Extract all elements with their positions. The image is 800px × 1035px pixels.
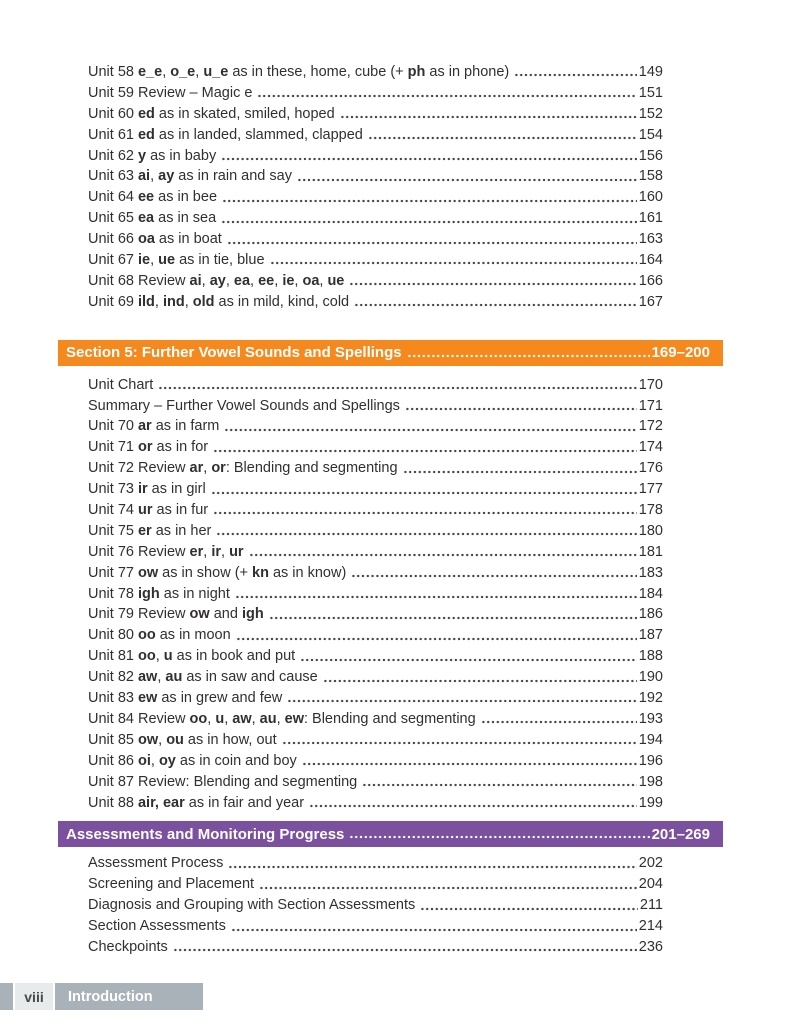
toc-entry (88, 62, 663, 83)
toc-entry (88, 292, 663, 313)
section-page-range: 169–200 (651, 344, 710, 362)
entry-label: Unit 58 e_e, o_e, u_e as in these, home, cube (+ ph as in phone) (88, 64, 510, 80)
entry-page-number: 181 (638, 543, 663, 560)
toc-entry (88, 271, 663, 292)
toc-entry (88, 646, 663, 667)
entry-page-number: 187 (638, 627, 663, 644)
toc-entry (88, 853, 663, 874)
entry-page-number: 164 (638, 252, 663, 269)
toc-entry (88, 229, 663, 250)
entry-page-number: 186 (638, 606, 663, 623)
entry-label: Unit 79 Review ow and igh (88, 606, 264, 623)
toc-entry (88, 250, 663, 271)
entry-label: Unit 87 Review: Blending and segmenting (88, 773, 358, 790)
toc-entry (88, 146, 663, 167)
entry-label: Unit 72 Review ar, or: Blending and segmenting (88, 460, 398, 477)
entry-page-number: 149 (638, 64, 663, 80)
entry-page-number: 211 (639, 897, 663, 914)
toc-entry (88, 667, 663, 688)
section-title: Section 5: Further Vowel Sounds and Spellings (66, 344, 402, 362)
dotted-leader (348, 274, 636, 288)
entry-page-number: 167 (638, 293, 663, 310)
entry-label: Unit 61 ed as in landed, slammed, clapped (88, 126, 363, 143)
entry-label: Diagnosis and Grouping with Section Assessments (88, 897, 416, 914)
table-of-contents (66, 62, 710, 958)
entry-page-number: 166 (638, 272, 663, 289)
dotted-leader (256, 86, 636, 100)
entry-label: Unit 66 oa as in boat (88, 231, 222, 248)
dotted-leader (220, 149, 637, 163)
section-header-bar (58, 340, 723, 366)
toc-entry (88, 437, 663, 458)
dotted-leader (367, 128, 637, 142)
entry-label: Unit 88 air, ear as in fair and year (88, 794, 305, 811)
toc-entry (88, 563, 663, 584)
toc-entry (88, 208, 663, 229)
entry-page-number: 161 (638, 210, 663, 227)
dotted-leader (212, 503, 637, 517)
entry-page-number: 180 (638, 522, 663, 539)
toc-entry (88, 83, 663, 104)
entry-label: Summary – Further Vowel Sounds and Spellings (88, 397, 400, 414)
toc-entry (88, 542, 663, 563)
dotted-leader (301, 754, 637, 768)
entry-page-number: 214 (638, 918, 663, 935)
dotted-leader (230, 920, 637, 934)
dotted-leader (353, 295, 637, 309)
entry-label: Unit 60 ed as in skated, smiled, hoped (88, 105, 335, 122)
entry-label: Unit 63 ai, ay as in rain and say (88, 168, 292, 185)
entry-page-number: 183 (638, 564, 663, 581)
entry-page-number: 192 (638, 690, 663, 707)
toc-entry (88, 916, 663, 937)
entry-page-number: 154 (638, 126, 663, 143)
toc-entry (88, 500, 663, 521)
entry-page-number: 177 (638, 481, 663, 498)
entry-page-number: 194 (638, 731, 663, 748)
dotted-leader (322, 671, 637, 685)
toc-entry (88, 458, 663, 479)
dotted-leader (308, 796, 637, 810)
entry-label: Unit 62 y as in baby (88, 147, 217, 164)
footer-page-number: viii (15, 983, 53, 1010)
toc-entry (88, 416, 663, 437)
entry-page-number: 172 (638, 418, 663, 435)
entry-label: Unit 80 oo as in moon (88, 627, 231, 644)
entry-label: Unit 69 ild, ind, old as in mild, kind, cold (88, 293, 350, 310)
dotted-leader (210, 483, 637, 497)
entry-page-number: 152 (638, 105, 663, 122)
toc-entry (88, 104, 663, 125)
entry-page-number: 156 (638, 147, 663, 164)
entry-label: Unit 76 Review er, ir, ur (88, 543, 244, 560)
toc-entry (88, 895, 663, 916)
toc-entry (88, 772, 663, 793)
dotted-leader (419, 899, 638, 913)
entry-label: Unit 86 oi, oy as in coin and boy (88, 752, 297, 769)
dotted-leader (348, 827, 649, 841)
dotted-leader (220, 212, 637, 226)
entry-page-number: 196 (638, 752, 663, 769)
entry-label: Unit 84 Review oo, u, aw, au, ew: Blending and segmenting (88, 710, 476, 727)
entry-label: Unit 82 aw, au as in saw and cause (88, 669, 318, 686)
dotted-leader (339, 107, 637, 121)
dotted-leader (269, 253, 637, 267)
dotted-leader (361, 775, 637, 789)
toc-entry (88, 396, 663, 417)
entry-page-number: 202 (638, 855, 663, 872)
entry-label: Unit 59 Review – Magic e (88, 84, 253, 101)
entry-page-number: 174 (638, 439, 663, 456)
toc-entry (88, 625, 663, 646)
footer-section-label: Introduction (55, 983, 203, 1010)
dotted-leader (480, 712, 637, 726)
entry-page-number: 199 (638, 794, 663, 811)
dotted-leader (221, 191, 637, 205)
dotted-leader (157, 378, 637, 392)
entry-page-number: 160 (638, 189, 663, 206)
entry-label: Unit 65 ea as in sea (88, 210, 217, 227)
dotted-leader (223, 420, 636, 434)
entry-label: Unit 83 ew as in grew and few (88, 690, 283, 707)
dotted-leader (226, 233, 637, 247)
entry-page-number: 178 (638, 502, 663, 519)
entry-label: Section Assessments (88, 918, 226, 935)
entry-label: Unit 78 igh as in night (88, 585, 230, 602)
entry-label: Unit 75 er as in her (88, 522, 212, 539)
entry-label: Screening and Placement (88, 876, 255, 893)
dotted-leader (404, 399, 637, 413)
section-header-bar (58, 821, 723, 847)
dotted-leader (513, 65, 637, 79)
entry-label: Unit 74 ur as in fur (88, 502, 209, 519)
entry-page-number: 190 (638, 669, 663, 686)
toc-entry (88, 730, 663, 751)
toc-entry (88, 521, 663, 542)
entry-label: Unit 73 ir as in girl (88, 481, 206, 498)
entry-label: Unit 68 Review ai, ay, ea, ee, ie, oa, ue (88, 272, 345, 289)
toc-entry (88, 709, 663, 730)
dotted-leader (406, 346, 650, 360)
dotted-leader (402, 462, 637, 476)
section-page-range: 201–269 (651, 825, 710, 843)
entry-page-number: 188 (638, 648, 663, 665)
dotted-leader (299, 650, 637, 664)
dotted-leader (258, 878, 637, 892)
dotted-leader (350, 566, 636, 580)
toc-entry (88, 479, 663, 500)
dotted-leader (215, 524, 636, 538)
toc-entry (88, 166, 663, 187)
toc-entry (88, 375, 663, 396)
entry-label: Assessment Process (88, 855, 224, 872)
toc-entry (88, 793, 663, 814)
toc-entry (88, 937, 663, 958)
entry-label: Unit 67 ie, ue as in tie, blue (88, 252, 265, 269)
dotted-leader (227, 857, 636, 871)
dotted-leader (296, 170, 637, 184)
section-title: Assessments and Monitoring Progress (66, 825, 345, 843)
entry-page-number: 184 (638, 585, 663, 602)
entry-page-number: 204 (638, 876, 663, 893)
toc-entry (88, 688, 663, 709)
dotted-leader (235, 629, 637, 643)
entry-page-number: 198 (638, 773, 663, 790)
entry-page-number: 151 (638, 84, 663, 101)
toc-entry (88, 125, 663, 146)
entry-label: Unit 77 ow as in show (+ kn as in know) (88, 564, 347, 581)
entry-page-number: 176 (638, 460, 663, 477)
dotted-leader (172, 940, 637, 954)
footer-edge-strip (0, 983, 13, 1010)
entry-page-number: 170 (638, 376, 663, 393)
toc-entry (88, 187, 663, 208)
entry-label: Unit Chart (88, 376, 154, 393)
toc-entry (88, 874, 663, 895)
entry-label: Unit 71 or as in for (88, 439, 209, 456)
entry-label: Checkpoints (88, 938, 168, 955)
entry-label: Unit 81 oo, u as in book and put (88, 648, 296, 665)
entry-page-number: 163 (638, 231, 663, 248)
toc-entry (88, 584, 663, 605)
dotted-leader (286, 691, 637, 705)
entry-label: Unit 64 ee as in bee (88, 189, 218, 206)
dotted-leader (268, 608, 637, 622)
toc-entry (88, 751, 663, 772)
dotted-leader (234, 587, 637, 601)
entry-label: Unit 70 ar as in farm (88, 418, 220, 435)
entry-label: Unit 85 ow, ou as in how, out (88, 731, 277, 748)
dotted-leader (212, 441, 637, 455)
toc-entry (88, 604, 663, 625)
entry-page-number: 171 (638, 397, 663, 414)
entry-page-number: 236 (638, 938, 663, 955)
entry-page-number: 158 (638, 168, 663, 185)
dotted-leader (248, 545, 637, 559)
dotted-leader (281, 733, 637, 747)
entry-page-number: 193 (638, 710, 663, 727)
